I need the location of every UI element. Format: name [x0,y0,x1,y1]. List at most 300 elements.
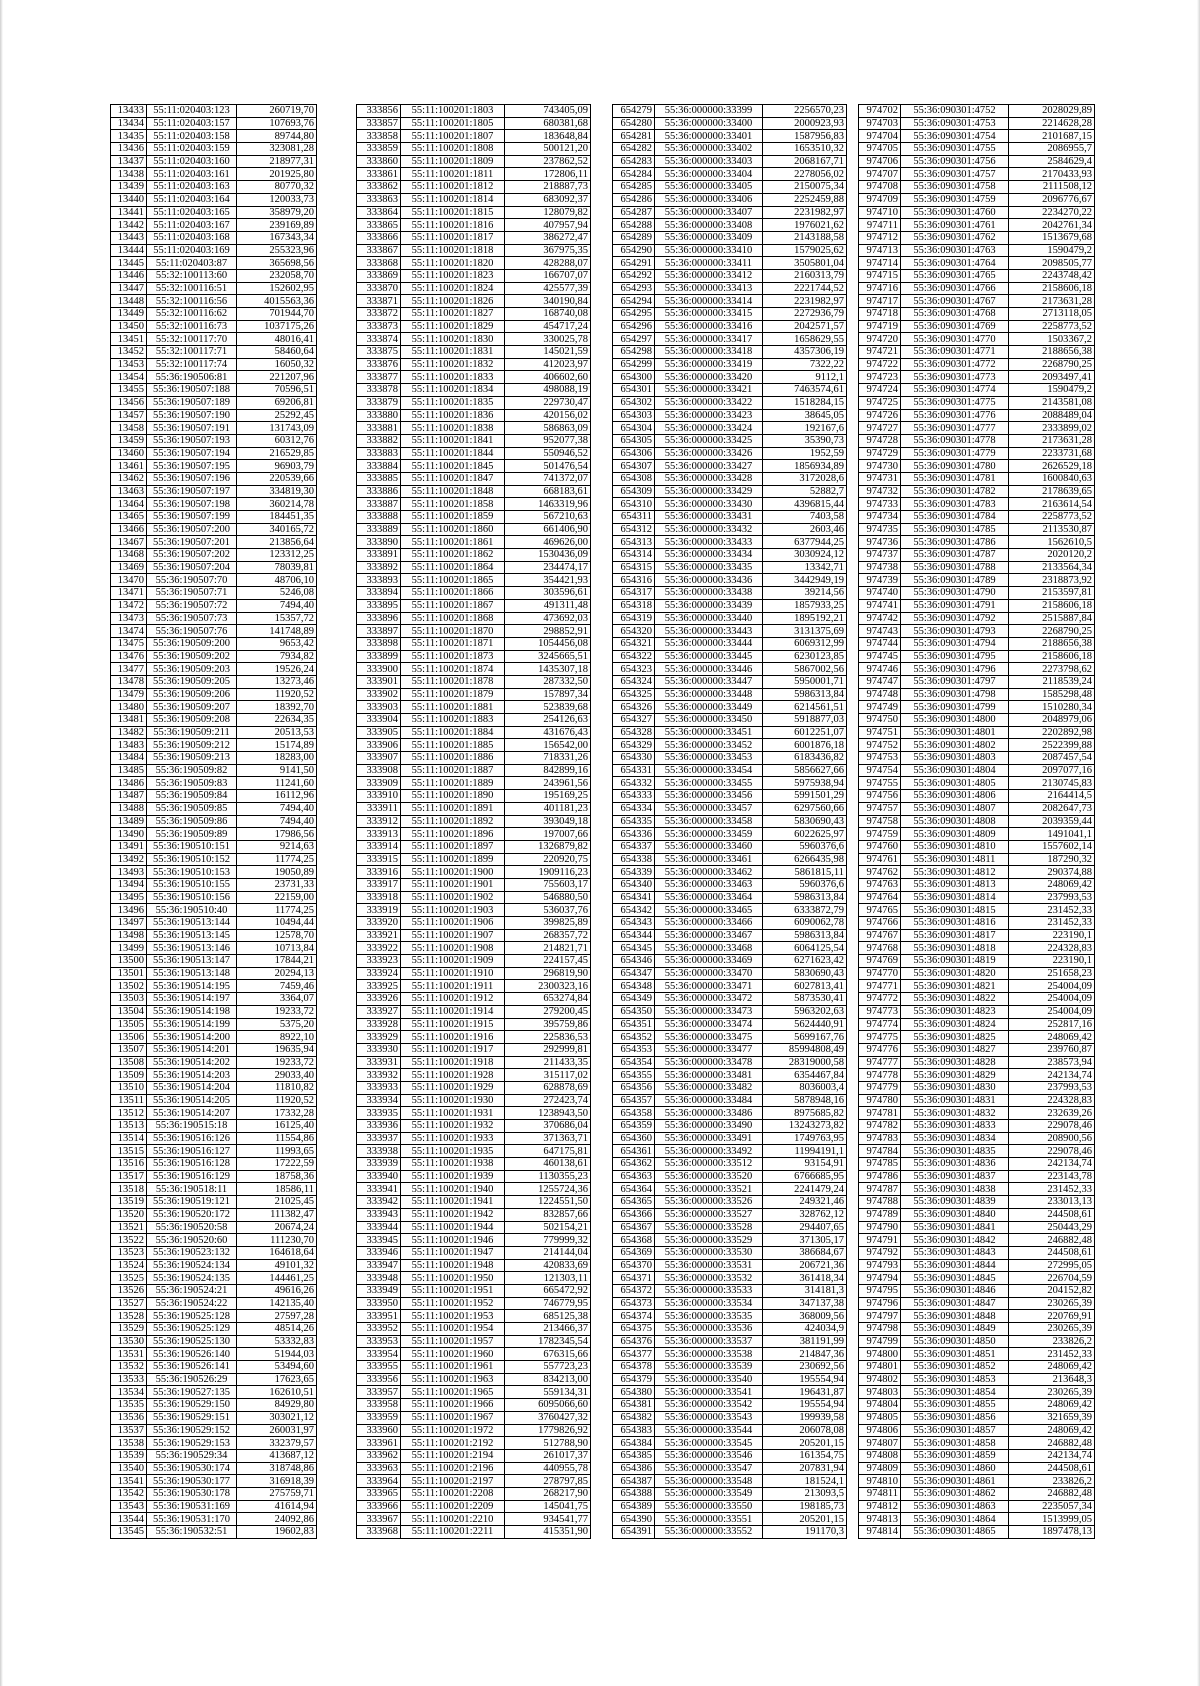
row-number-cell: 333939 [357,1158,401,1171]
cadastral-number-cell: 55:36:000000:33419 [655,358,763,371]
row-number-cell: 974752 [859,739,901,752]
cadastral-number-cell: 55:36:190509:205 [147,675,237,688]
cadastral-number-cell: 55:36:000000:33466 [655,917,763,930]
value-cell: 2086955,7 [1009,143,1095,156]
table-row [859,1018,1095,1031]
value-cell: 2133564,34 [1009,561,1095,574]
table-row [613,726,847,739]
cadastral-number-cell: 55:36:090301:4792 [901,612,1009,625]
table-row [859,1183,1095,1196]
value-cell: 21025,45 [237,1196,317,1209]
value-cell: 213856,64 [237,536,317,549]
row-number-cell: 974713 [859,244,901,257]
cadastral-number-cell: 55:36:190530:178 [147,1487,237,1500]
cadastral-number-cell: 55:36:190526:140 [147,1348,237,1361]
table-row [613,1158,847,1171]
row-number-cell: 974797 [859,1310,901,1323]
value-cell: 2188656,38 [1009,637,1095,650]
value-cell: 502154,21 [505,1221,591,1234]
table-row [859,1120,1095,1133]
table-row [613,1094,847,1107]
cadastral-number-cell: 55:11:100201:2197 [401,1475,505,1488]
cadastral-number-cell: 55:11:100201:1879 [401,688,505,701]
cadastral-number-cell: 55:36:190514:198 [147,1005,237,1018]
value-cell: 290374,88 [1009,866,1095,879]
cadastral-number-cell: 55:36:190507:191 [147,422,237,435]
table-row [859,498,1095,511]
table-row [111,1475,317,1488]
table-row [357,1297,591,1310]
table-row [859,1221,1095,1234]
row-number-cell: 13537 [111,1424,147,1437]
cadastral-number-cell: 55:36:190507:196 [147,472,237,485]
value-cell: 214847,36 [763,1348,847,1361]
value-cell: 2150075,34 [763,181,847,194]
table-row [613,815,847,828]
row-number-cell: 654373 [613,1297,655,1310]
table-row [859,1272,1095,1285]
row-number-cell: 974721 [859,346,901,359]
row-number-cell: 333913 [357,828,401,841]
value-cell: 557723,23 [505,1361,591,1374]
row-number-cell: 333952 [357,1323,401,1336]
value-cell: 2173631,28 [1009,434,1095,447]
row-number-cell: 333960 [357,1424,401,1437]
table-row [613,1196,847,1209]
table-row [613,1513,847,1526]
value-cell: 2020120,2 [1009,549,1095,562]
cadastral-number-cell: 55:11:100201:1817 [401,231,505,244]
table-row [111,587,317,600]
table-row [859,168,1095,181]
cadastral-number-cell: 55:36:090301:4831 [901,1094,1009,1107]
cadastral-number-cell: 55:36:000000:33422 [655,396,763,409]
cadastral-number-cell: 55:36:090301:4766 [901,282,1009,295]
cadastral-number-cell: 55:11:020403:161 [147,168,237,181]
cadastral-number-cell: 55:36:090301:4850 [901,1335,1009,1348]
row-number-cell: 333910 [357,790,401,803]
table-row [859,967,1095,980]
value-cell: 152602,95 [237,282,317,295]
value-cell: 647175,81 [505,1145,591,1158]
value-cell: 523839,68 [505,701,591,714]
value-cell: 2202892,98 [1009,726,1095,739]
row-number-cell: 974783 [859,1132,901,1145]
cadastral-number-cell: 55:36:000000:33408 [655,219,763,232]
row-number-cell: 13507 [111,1043,147,1056]
table-row [859,1158,1095,1171]
value-cell: 7403,58 [763,511,847,524]
table-row [357,1373,591,1386]
row-number-cell: 13535 [111,1399,147,1412]
table-row [357,929,591,942]
row-number-cell: 333964 [357,1475,401,1488]
row-number-cell: 974781 [859,1107,901,1120]
value-cell: 233826,2 [1009,1475,1095,1488]
value-cell: 223190,1 [1009,955,1095,968]
table-row [859,917,1095,930]
value-cell: 13342,71 [763,561,847,574]
value-cell: 1130355,23 [505,1170,591,1183]
cadastral-number-cell: 55:36:000000:33412 [655,269,763,282]
row-number-cell: 974708 [859,181,901,194]
cadastral-number-cell: 55:11:100201:1860 [401,523,505,536]
cadastral-number-cell: 55:36:000000:33407 [655,206,763,219]
table-row [859,1043,1095,1056]
value-cell: 1897478,13 [1009,1526,1095,1539]
table-row [859,1107,1095,1120]
value-cell: 661406,90 [505,523,591,536]
cadastral-number-cell: 55:11:100201:1940 [401,1183,505,1196]
cadastral-number-cell: 55:36:190530:174 [147,1462,237,1475]
value-cell: 425577,39 [505,282,591,295]
table-row [357,663,591,676]
row-number-cell: 974715 [859,269,901,282]
value-cell: 121303,11 [505,1272,591,1285]
row-number-cell: 13531 [111,1348,147,1361]
row-number-cell: 333918 [357,891,401,904]
value-cell: 220920,75 [505,853,591,866]
table-row [613,917,847,930]
table-row [859,802,1095,815]
value-cell: 5699167,76 [763,1031,847,1044]
cadastral-number-cell: 55:36:090301:4845 [901,1272,1009,1285]
row-number-cell: 13487 [111,790,147,803]
cadastral-number-cell: 55:36:190518:11 [147,1183,237,1196]
row-number-cell: 974810 [859,1475,901,1488]
cadastral-number-cell: 55:36:090301:4797 [901,675,1009,688]
row-number-cell: 13438 [111,168,147,181]
table-row [859,447,1095,460]
cadastral-number-cell: 55:36:190529:152 [147,1424,237,1437]
cadastral-number-cell: 55:36:190523:132 [147,1246,237,1259]
value-cell: 25292,45 [237,409,317,422]
value-cell: 232639,26 [1009,1107,1095,1120]
table-row [357,1437,591,1450]
value-cell: 1590479,2 [1009,384,1095,397]
cadastral-number-cell: 55:36:090301:4858 [901,1437,1009,1450]
value-cell: 498088,19 [505,384,591,397]
cadastral-number-cell: 55:36:090301:4783 [901,498,1009,511]
table-row [859,371,1095,384]
cadastral-number-cell: 55:36:190525:130 [147,1335,237,1348]
table-row [111,650,317,663]
row-number-cell: 974726 [859,409,901,422]
row-number-cell: 13545 [111,1526,147,1539]
cadastral-number-cell: 55:11:020403:165 [147,206,237,219]
row-number-cell: 654313 [613,536,655,549]
cadastral-number-cell: 55:36:090301:4755 [901,143,1009,156]
table-row [613,1526,847,1539]
value-cell: 53332,83 [237,1335,317,1348]
table-row [111,1120,317,1133]
table-row [357,257,591,270]
cadastral-number-cell: 55:36:090301:4788 [901,561,1009,574]
cadastral-number-cell: 55:36:090301:4854 [901,1386,1009,1399]
value-cell: 187290,32 [1009,853,1095,866]
cadastral-number-cell: 55:36:000000:33478 [655,1056,763,1069]
value-cell: 58460,64 [237,346,317,359]
value-cell: 221207,96 [237,371,317,384]
cadastral-number-cell: 55:11:100201:1911 [401,980,505,993]
table-row [111,1399,317,1412]
row-number-cell: 333937 [357,1132,401,1145]
row-number-cell: 974760 [859,840,901,853]
cadastral-number-cell: 55:32:100117:71 [147,346,237,359]
table-row [111,1513,317,1526]
row-number-cell: 13460 [111,447,147,460]
value-cell: 224157,45 [505,955,591,968]
row-number-cell: 654292 [613,269,655,282]
table-row [357,422,591,435]
table-row [859,219,1095,232]
cadastral-number-cell: 55:36:000000:33445 [655,650,763,663]
value-cell: 5960376,6 [763,840,847,853]
row-number-cell: 974787 [859,1183,901,1196]
cadastral-number-cell: 55:36:190510:151 [147,840,237,853]
cadastral-number-cell: 55:36:190515:18 [147,1120,237,1133]
table-row [859,688,1095,701]
value-cell: 229078,46 [1009,1120,1095,1133]
table-row [613,637,847,650]
cadastral-number-cell: 55:36:090301:4757 [901,168,1009,181]
table-row [357,561,591,574]
value-cell: 35390,73 [763,434,847,447]
table-row [111,434,317,447]
row-number-cell: 13532 [111,1361,147,1374]
table-row [111,295,317,308]
cadastral-number-cell: 55:36:090301:4842 [901,1234,1009,1247]
value-cell: 157897,34 [505,688,591,701]
cadastral-number-cell: 55:36:190507:197 [147,485,237,498]
value-cell: 9214,63 [237,840,317,853]
cadastral-number-cell: 55:36:090301:4808 [901,815,1009,828]
value-cell: 145041,75 [505,1500,591,1513]
table-row [613,701,847,714]
table-row [111,1361,317,1374]
row-number-cell: 13521 [111,1221,147,1234]
value-cell: 2272936,79 [763,308,847,321]
value-cell: 19526,24 [237,663,317,676]
value-cell: 676315,66 [505,1348,591,1361]
row-number-cell: 13446 [111,269,147,282]
row-number-cell: 974737 [859,549,901,562]
table-row [859,257,1095,270]
table-row [357,193,591,206]
table-row [357,105,591,118]
row-number-cell: 974753 [859,752,901,765]
cadastral-number-cell: 55:36:190509:89 [147,828,237,841]
cadastral-number-cell: 55:11:100201:1864 [401,561,505,574]
row-number-cell: 974785 [859,1158,901,1171]
table-row [357,434,591,447]
value-cell: 1238943,50 [505,1107,591,1120]
table-row [111,1107,317,1120]
row-number-cell: 333940 [357,1170,401,1183]
table-row [859,1437,1095,1450]
table-row [111,231,317,244]
value-cell: 2515887,84 [1009,612,1095,625]
row-number-cell: 333901 [357,675,401,688]
row-number-cell: 333942 [357,1196,401,1209]
table-row [111,993,317,1006]
row-number-cell: 654315 [613,561,655,574]
row-number-cell: 974799 [859,1335,901,1348]
row-number-cell: 13470 [111,574,147,587]
value-cell: 1557602,14 [1009,840,1095,853]
value-cell: 246882,48 [1009,1437,1095,1450]
value-cell: 275759,71 [237,1487,317,1500]
table-row [357,1500,591,1513]
cadastral-number-cell: 55:36:000000:33528 [655,1221,763,1234]
table-row [111,1031,317,1044]
row-number-cell: 13457 [111,409,147,422]
value-cell: 2088489,04 [1009,409,1095,422]
row-number-cell: 13488 [111,802,147,815]
table-row [111,1284,317,1297]
table-row [357,1170,591,1183]
table-row [859,1373,1095,1386]
cadastral-number-cell: 55:36:190513:144 [147,917,237,930]
value-cell: 6183436,82 [763,752,847,765]
cadastral-number-cell: 55:36:190507:199 [147,511,237,524]
row-number-cell: 654360 [613,1132,655,1145]
table-row [111,1272,317,1285]
table-row [357,587,591,600]
cadastral-number-cell: 55:36:090301:4835 [901,1145,1009,1158]
table-row [357,1145,591,1158]
value-cell: 368009,56 [763,1310,847,1323]
table-row [111,917,317,930]
cadastral-number-cell: 55:36:090301:4833 [901,1120,1009,1133]
value-cell: 415351,90 [505,1526,591,1539]
cadastral-number-cell: 55:36:000000:33539 [655,1361,763,1374]
row-number-cell: 974712 [859,231,901,244]
cadastral-number-cell: 55:36:000000:33484 [655,1094,763,1107]
table-row [613,739,847,752]
value-cell: 233826,2 [1009,1335,1095,1348]
table-row [613,1386,847,1399]
table-row [111,1373,317,1386]
value-cell: 5830690,43 [763,967,847,980]
table-row [357,358,591,371]
value-cell: 2118539,24 [1009,675,1095,688]
row-number-cell: 654366 [613,1208,655,1221]
row-number-cell: 333879 [357,396,401,409]
value-cell: 2300323,16 [505,980,591,993]
table-row [613,206,847,219]
value-cell: 1653510,32 [763,143,847,156]
value-cell: 168740,08 [505,308,591,321]
table-row [111,1348,317,1361]
cadastral-number-cell: 55:36:190516:128 [147,1158,237,1171]
table-row [111,257,317,270]
table-row [859,840,1095,853]
row-number-cell: 13459 [111,434,147,447]
cadastral-number-cell: 55:36:090301:4753 [901,117,1009,130]
cadastral-number-cell: 55:36:090301:4802 [901,739,1009,752]
value-cell: 239760,87 [1009,1043,1095,1056]
table-row [859,815,1095,828]
table-row [859,1196,1095,1209]
row-number-cell: 333894 [357,587,401,600]
row-number-cell: 654285 [613,181,655,194]
row-number-cell: 654357 [613,1094,655,1107]
cadastral-number-cell: 55:36:090301:4811 [901,853,1009,866]
cadastral-number-cell: 55:36:000000:33450 [655,714,763,727]
value-cell: 19050,89 [237,866,317,879]
cadastral-number-cell: 55:36:000000:33404 [655,168,763,181]
row-number-cell: 654381 [613,1399,655,1412]
cadastral-number-cell: 55:36:090301:4827 [901,1043,1009,1056]
row-number-cell: 333905 [357,726,401,739]
row-number-cell: 333968 [357,1526,401,1539]
cadastral-number-cell: 55:36:000000:33405 [655,181,763,194]
cadastral-number-cell: 55:11:100201:1929 [401,1081,505,1094]
row-number-cell: 654290 [613,244,655,257]
row-number-cell: 654374 [613,1310,655,1323]
row-number-cell: 13454 [111,371,147,384]
table-row [613,384,847,397]
value-cell: 360214,78 [237,498,317,511]
table-row [357,967,591,980]
row-number-cell: 654388 [613,1487,655,1500]
table-row [613,1323,847,1336]
row-number-cell: 974746 [859,663,901,676]
cadastral-number-cell: 55:36:090301:4863 [901,1500,1009,1513]
cadastral-number-cell: 55:36:000000:33512 [655,1158,763,1171]
value-cell: 27597,28 [237,1310,317,1323]
table-row [859,1475,1095,1488]
row-number-cell: 654296 [613,320,655,333]
row-number-cell: 654368 [613,1234,655,1247]
value-cell: 3505801,04 [763,257,847,270]
value-cell: 237862,52 [505,155,591,168]
table-row [357,511,591,524]
cadastral-number-cell: 55:36:000000:33452 [655,739,763,752]
table-row [357,1323,591,1336]
row-number-cell: 13481 [111,714,147,727]
value-cell: 1513679,68 [1009,231,1095,244]
row-number-cell: 13529 [111,1323,147,1336]
value-cell: 2178639,65 [1009,485,1095,498]
table-row [859,460,1095,473]
table-row [859,752,1095,765]
row-number-cell: 974731 [859,472,901,485]
value-cell: 24092,86 [237,1513,317,1526]
table-row [859,523,1095,536]
cadastral-number-cell: 55:11:100201:1944 [401,1221,505,1234]
table-row [111,828,317,841]
row-number-cell: 333900 [357,663,401,676]
cadastral-number-cell: 55:11:100201:1951 [401,1284,505,1297]
row-number-cell: 654338 [613,853,655,866]
cadastral-number-cell: 55:36:190507:72 [147,599,237,612]
cadastral-number-cell: 55:36:190507:188 [147,384,237,397]
value-cell: 501476,54 [505,460,591,473]
value-cell: 6333872,79 [763,904,847,917]
cadastral-number-cell: 55:36:090301:4817 [901,929,1009,942]
table-row [111,980,317,993]
row-number-cell: 974790 [859,1221,901,1234]
value-cell: 244508,61 [1009,1208,1095,1221]
cadastral-number-cell: 55:36:000000:33429 [655,485,763,498]
row-number-cell: 654284 [613,168,655,181]
table-row [111,346,317,359]
row-number-cell: 333920 [357,917,401,930]
cadastral-number-cell: 55:36:090301:4769 [901,320,1009,333]
cadastral-number-cell: 55:36:000000:33475 [655,1031,763,1044]
